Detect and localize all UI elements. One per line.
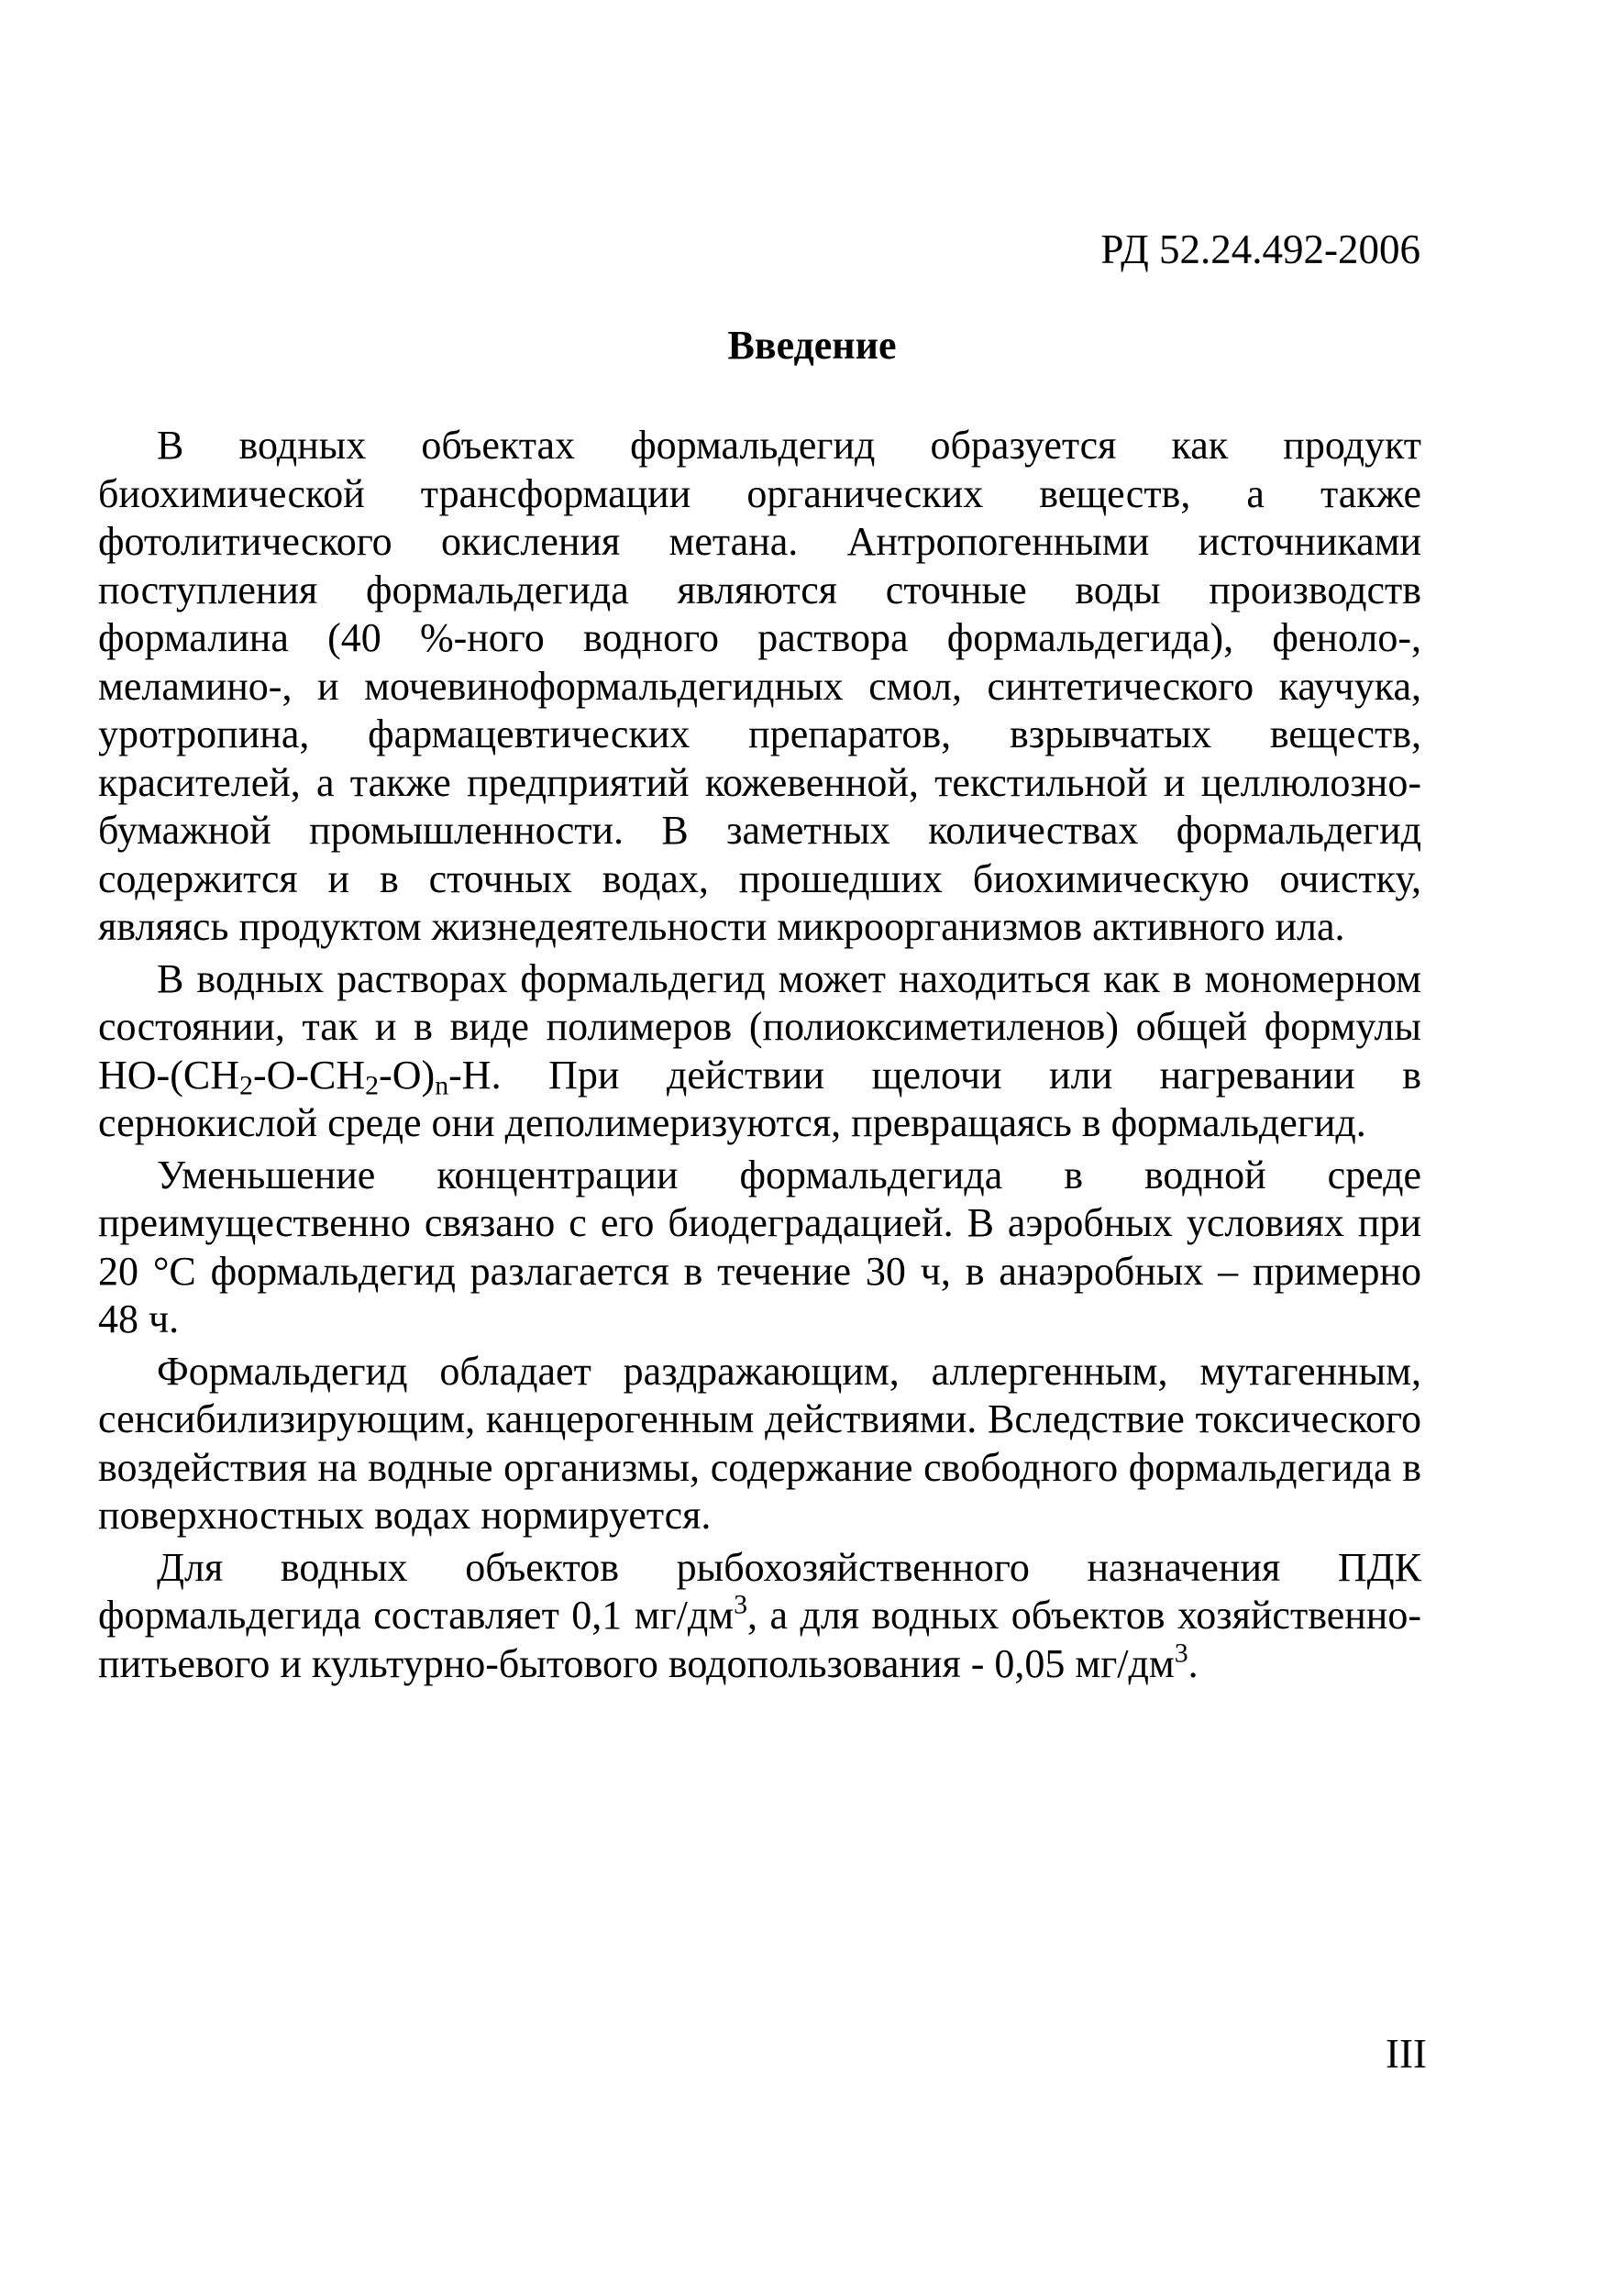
- paragraph-5-text-mid: , а для водных объектов хозяйственно-питьевого и культурно-бытового водопользования - 0,05 мг/дм: [98, 1593, 1421, 1686]
- superscript: 3: [1174, 1638, 1188, 1669]
- subscript: 2: [365, 1070, 380, 1101]
- document-code: РД 52.24.492-2006: [1100, 226, 1420, 272]
- subscript: n: [435, 1070, 449, 1101]
- formula-part: -O-CH: [252, 1052, 366, 1098]
- superscript: 3: [734, 1589, 748, 1620]
- paragraph-5-text-end: .: [1188, 1640, 1199, 1686]
- section-title: Введение: [727, 323, 897, 368]
- formula-part: -O): [379, 1052, 436, 1098]
- paragraph-3: Уменьшение концентрации формальдегида в водной среде преимущественно связано с его биодеградацией. В аэробных условиях при 20 °С формальдегид разлагается в течение 30 ч, в анаэробных – примерно 48 ч.: [98, 1152, 1421, 1341]
- paragraph-5-text: Для водных объектов рыбохозяйственного назначения ПДК формальдегида составляет 0,1 мг/дм: [98, 1544, 1421, 1638]
- paragraph-2-text: В водных растворах формальдегид может находиться как в мономерном состоянии, так и в виде полимеров (полиоксиметиленов) общей формулы HO-(CH: [98, 955, 1421, 1098]
- body-text: [98, 422, 1421, 1692]
- paragraph-1: В водных объектах формальдегид образуется как продукт биохимической трансформации органических веществ, а также фотолитического окисления метана. Антропогенными источниками поступления формальдегида являются сточные воды производств формалина (40 %-ного водного раствора формальдегида), феноло-, меламино-, и мочевиноформальдегидных смол, синтетического каучука, уротропина, фармацевтических препаратов, взрывчатых веществ, красителей, а также предприятий кожевенной, текстильной и целлюлозно-бумажной промышленности. В заметных количествах формальдегид содержится и в сточных водах, прошедших биохимическую очистку, являясь продуктом жизнедеятельности микроорганизмов активного ила.: [98, 423, 1421, 949]
- paragraph-4: Формальдегид обладает раздражающим, аллергенным, мутагенным, сенсибилизирующим, канцерогенным действиями. Вследствие токсического воздействия на водные организмы, содержание свободного формальдегида в поверхностных водах нормируется.: [98, 1348, 1421, 1538]
- subscript: 2: [238, 1070, 253, 1101]
- paragraph-2: [98, 955, 1421, 1148]
- paragraph-5: [98, 1544, 1421, 1689]
- paragraph-2-text-end: -H. При действии щелочи или нагревании в сернокислой среде они деполимеризуются, превращаясь в формальдегид.: [98, 1052, 1421, 1145]
- page-number: III: [1386, 2031, 1427, 2077]
